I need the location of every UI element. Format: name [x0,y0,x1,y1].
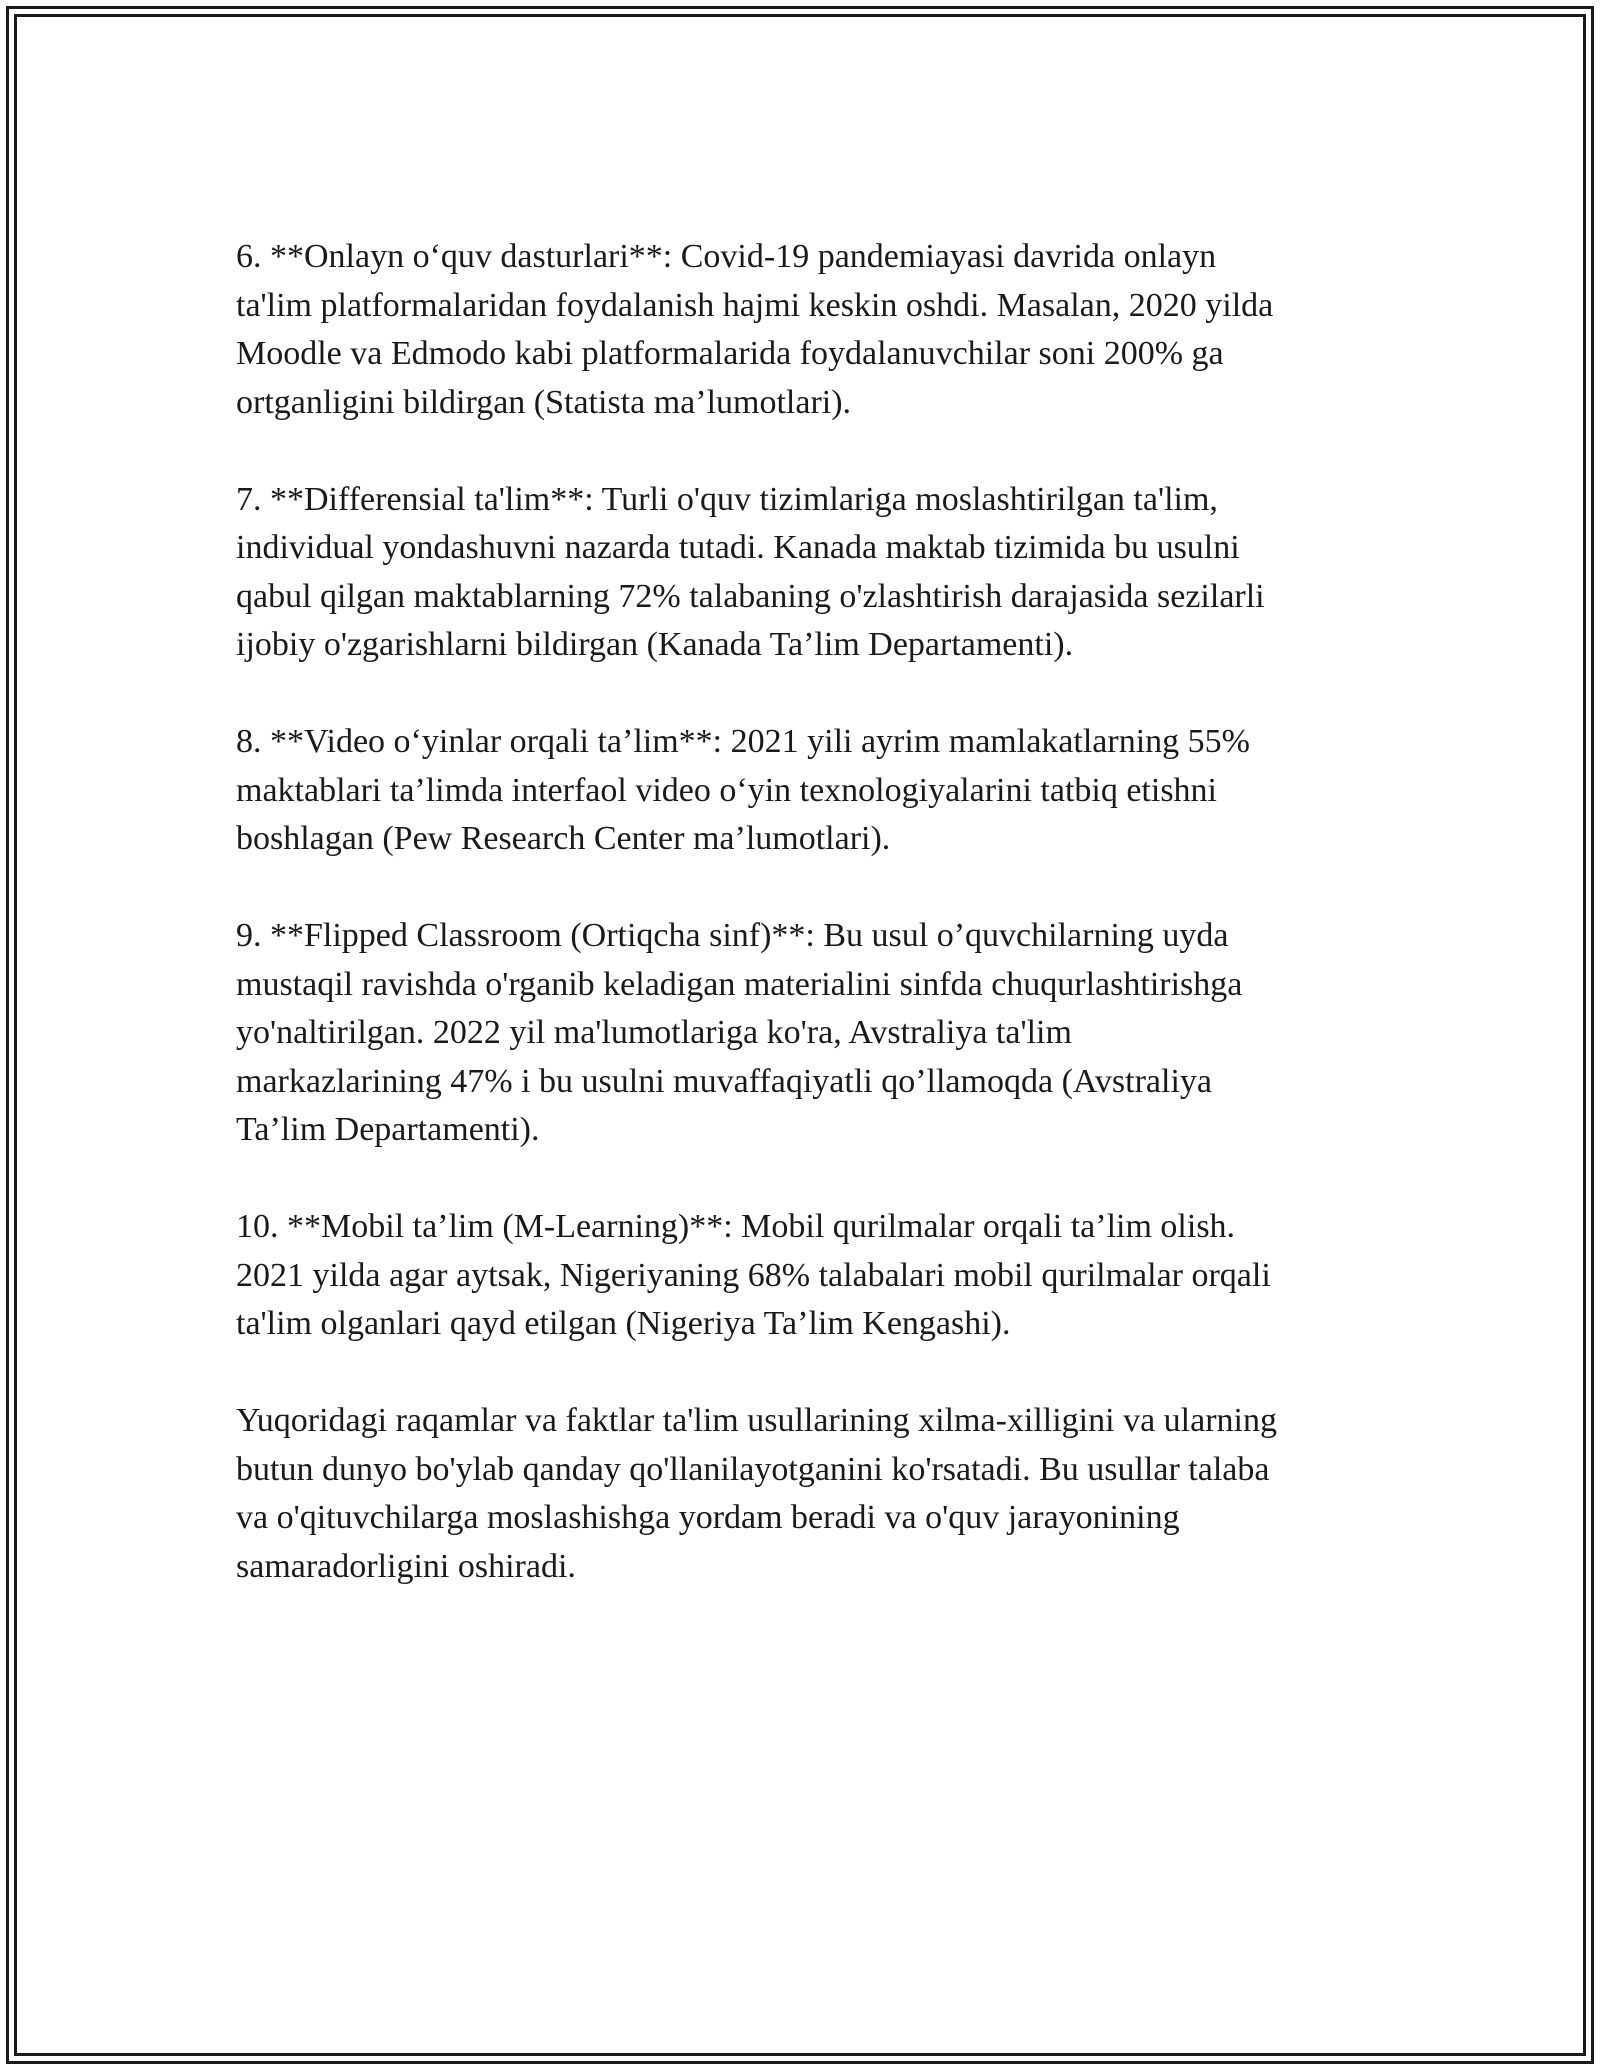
paragraph-video-games [236,718,1396,864]
paragraph-flipped-classroom [236,912,1396,1155]
text-line: Moodle va Edmodo kabi platformalarida foydalanuvchilar soni 200% ga [236,335,1224,372]
text-line: ijobiy o'zgarishlarni bildirgan (Kanada Ta’lim Departamenti). [236,626,1074,663]
text-line: markazlarining 47% i bu usulni muvaffaqiyatli qo’llamoqda (Avstraliya [236,1062,1212,1100]
text-line: maktablari ta’limda interfaol video o‘yin texnologiyalarini tatbiq etishni [236,771,1218,809]
text-line: butun dunyo bo'ylab qanday qo'llanilayotganini ko'rsatadi. Bu usullar talaba [236,1450,1270,1488]
text-line: va o'qituvchilarga moslashishga yordam beradi va o'quv jarayonining [236,1499,1180,1536]
text-line: boshlagan (Pew Research Center ma’lumotlari). [236,820,891,857]
text-line: samaradorligini oshiradi. [236,1547,576,1585]
text-line: 10. **Mobil ta’lim (M-Learning)**: Mobil qurilmalar orqali ta’lim olish. [236,1208,1236,1245]
paragraph-mobile-learning [236,1203,1396,1349]
text-line: ta'lim platformalaridan foydalanish hajmi keskin oshdi. Masalan, 2020 yilda [236,286,1274,324]
text-line: 7. **Differensial ta'lim**: Turli o'quv tizimlariga moslashtirilgan ta'lim, [236,480,1218,518]
text-line: 6. **Onlayn o‘quv dasturlari**: Covid-19 pandemiayasi davrida onlayn [236,238,1217,275]
text-line: 2021 yilda agar aytsak, Nigeriyaning 68% talabalari mobil qurilmalar orqali [236,1256,1271,1294]
text-line: Yuqoridagi raqamlar va faktlar ta'lim usullarining xilma-xilligini va ularning [236,1402,1277,1439]
text-line: 8. **Video o‘yinlar orqali ta’lim**: 2021 yili ayrim mamlakatlarning 55% [236,723,1250,760]
document-body [236,233,1396,1640]
paragraph-differential-learning [236,476,1396,670]
text-line: individual yondashuvni nazarda tutadi. Kanada maktab tizimida bu usulni [236,529,1240,566]
paragraph-online-courses [236,233,1396,427]
text-line: qabul qilgan maktablarning 72% talabaning o'zlashtirish darajasida sezilarli [236,577,1265,615]
text-line: yo'naltirilgan. 2022 yil ma'lumotlariga ko'ra, Avstraliya ta'lim [236,1014,1072,1051]
text-line: ta'lim olganlari qayd etilgan (Nigeriya Ta’lim Kengashi). [236,1305,1011,1342]
paragraph-conclusion [236,1397,1396,1591]
text-line: Ta’lim Departamenti). [236,1111,540,1148]
text-line: ortganligini bildirgan (Statista ma’lumotlari). [236,383,852,421]
text-line: mustaqil ravishda o'rganib keladigan materialini sinfda chuqurlashtirishga [236,965,1243,1003]
text-line: 9. **Flipped Classroom (Ortiqcha sinf)**: Bu usul o’quvchilarning uyda [236,917,1229,954]
